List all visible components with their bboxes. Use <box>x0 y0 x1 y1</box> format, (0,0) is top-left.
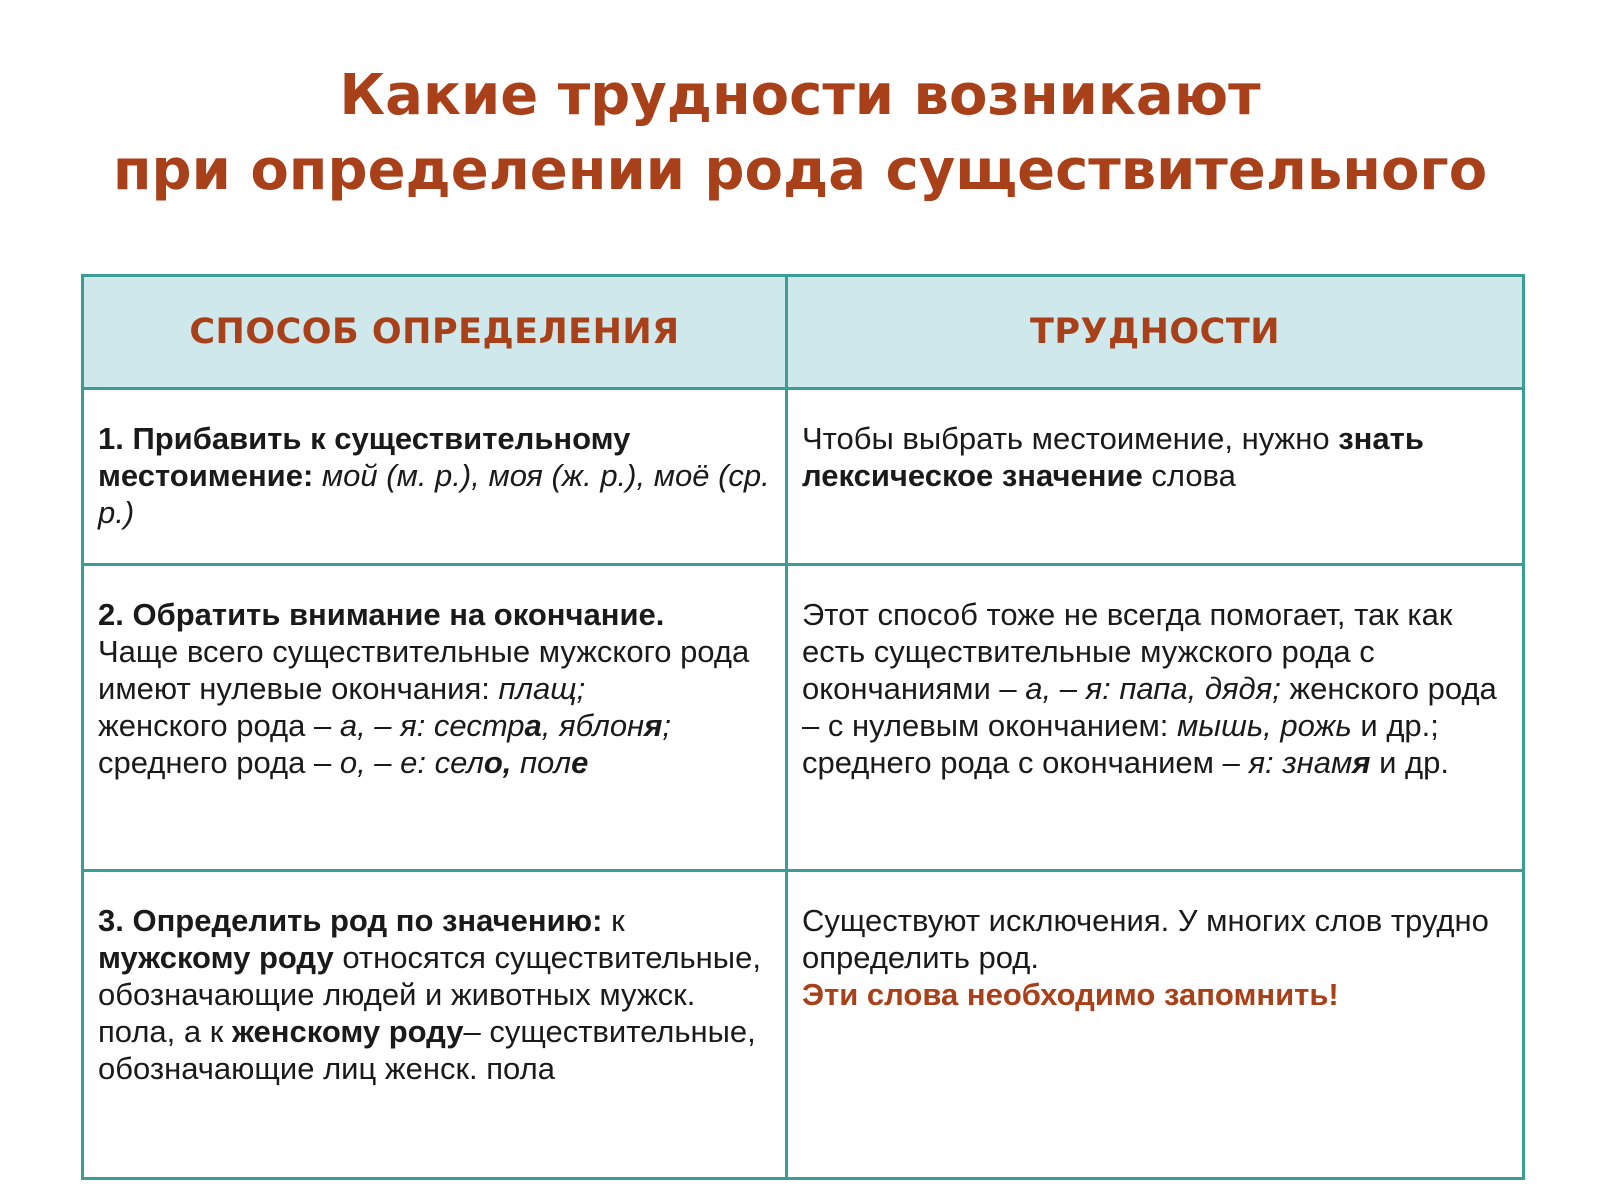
method-2-text: Чаще всего существительные мужского рода имеют нулевые окончания: <box>98 634 750 706</box>
method-2-example-masc: плащ; <box>498 671 586 706</box>
method-3-heading: 3. Определить род по значению: <box>98 903 603 938</box>
header-method: СПОСОБ ОПРЕДЕЛЕНИЯ <box>83 276 787 389</box>
difficulty-2-text: женского рода – с нулевым окончанием: <box>802 671 1497 743</box>
method-2-example: а, – я: сестр <box>339 708 525 743</box>
method-3-bold: женскому роду <box>231 1014 464 1049</box>
method-3-bold: мужскому роду <box>98 940 334 975</box>
difficulty-2-text: Этот способ тоже не всегда помогает, так как есть существительные мужского рода с окончаниями – <box>802 597 1453 706</box>
method-3-text: – существительные, обозначающие лиц женск. пола <box>98 1014 756 1086</box>
table-row <box>83 389 1524 565</box>
difficulty-2-ending: я <box>1352 745 1371 780</box>
header-difficulties: ТРУДНОСТИ <box>787 276 1524 389</box>
method-3-text: относятся существительные, обозначающие людей и животных мужск. пола, а к <box>98 940 761 1049</box>
difficulty-2-text: и др.; среднего рода с окончанием – <box>802 708 1439 780</box>
method-2-ending: а <box>524 708 542 743</box>
difficulty-1-bold: знать лексическое значение <box>802 421 1424 493</box>
difficulties-table <box>81 274 1525 1180</box>
method-2-ending: я <box>644 708 663 743</box>
method-1-examples: мой (м. р.), моя (ж. р.), моё (ср. р.) <box>98 458 770 530</box>
method-2-example: ; <box>662 708 672 743</box>
table-row <box>83 565 1524 871</box>
difficulty-2-example: а, – я: папа, дядя; <box>1025 671 1281 706</box>
table-row <box>83 871 1524 1179</box>
title-line-1: Какие трудности возникают <box>339 63 1261 128</box>
difficulty-cell-1 <box>787 389 1524 565</box>
method-cell-2 <box>83 565 787 871</box>
difficulty-2-example: мышь, рожь <box>1177 708 1352 743</box>
difficulty-cell-3 <box>787 871 1524 1179</box>
method-2-ending: о, <box>483 745 520 780</box>
page-title <box>0 58 1600 208</box>
difficulty-2-text: и др. <box>1370 745 1449 780</box>
method-2-ending: е <box>571 745 589 780</box>
difficulty-cell-2 <box>787 565 1524 871</box>
method-2-fem-label: женского рода – <box>98 708 340 743</box>
difficulty-1-text-end: слова <box>1142 458 1236 493</box>
method-2-heading: 2. Обратить внимание на окончание. <box>98 597 665 632</box>
method-2-example: , яблон <box>541 708 645 743</box>
method-3-text: к <box>602 903 625 938</box>
difficulty-3-accent: Эти слова необходимо запомнить! <box>802 977 1339 1012</box>
difficulty-2-example: я: знам <box>1248 745 1353 780</box>
method-cell-1 <box>83 389 787 565</box>
difficulty-1-text: Чтобы выбрать местоимение, нужно <box>802 421 1339 456</box>
method-2-neut-label: среднего рода – <box>98 745 340 780</box>
method-cell-3 <box>83 871 787 1179</box>
difficulty-3-text: Существуют исключения. У многих слов трудно определить род. <box>802 903 1489 975</box>
table-header-row <box>83 276 1524 389</box>
method-1-heading: 1. Прибавить к существительному местоимение: <box>98 421 631 493</box>
title-line-2: при определении рода существительного <box>112 138 1488 203</box>
method-2-example: о, – е: сел <box>339 745 484 780</box>
method-2-example: пол <box>519 745 572 780</box>
